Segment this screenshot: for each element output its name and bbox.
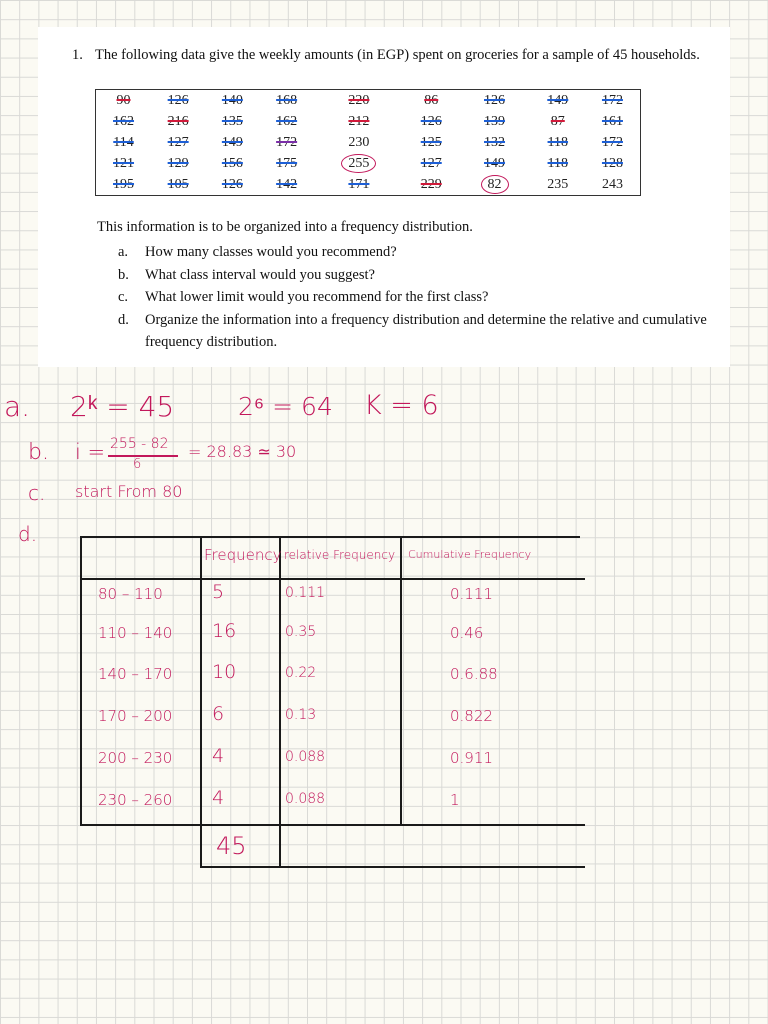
data-value: 142 [276,176,298,192]
data-cell [585,111,641,132]
data-value: 230 [348,134,370,150]
class-interval: 230 – 260 [98,791,173,809]
data-cell [314,174,404,196]
data-cell [96,153,152,174]
answer-b-i: i = [75,440,106,464]
cumulative-frequency-value: 0.46 [450,624,484,642]
data-cell [585,153,641,174]
class-interval: 80 – 110 [98,585,163,603]
data-table-body [96,90,641,196]
data-value: 128 [601,155,623,171]
part-d [118,309,718,354]
data-value: 126 [221,176,243,192]
data-cell [260,153,314,174]
answer-b-label: b. [28,440,49,465]
total-row-bottom [200,866,585,868]
data-cell [314,111,404,132]
part-text: Organize the information into a frequency distribution and determine the relative and cumulative frequency distribution. [145,311,707,350]
class-interval: 110 – 140 [98,624,173,642]
data-cell [531,132,585,153]
data-cell [205,90,259,112]
data-value: 127 [420,155,442,171]
class-interval: 140 – 170 [98,665,173,683]
data-value: 229 [420,176,442,192]
relative-frequency-value: 0.22 [285,665,317,681]
data-cell [260,90,314,112]
data-cell [458,111,530,132]
data-value: 162 [113,113,135,129]
frequency-value: 16 [212,620,237,642]
data-cell [260,111,314,132]
data-cell [458,174,530,196]
data-value: 161 [601,113,623,129]
data-value: 126 [420,113,442,129]
fraction-bar [108,455,178,457]
cumulative-frequency-value: 0.911 [450,749,493,767]
data-value: 172 [276,134,298,150]
data-cell [585,174,641,196]
data-value: 149 [547,92,569,108]
part-letter: a. [118,244,129,260]
data-value: 171 [348,176,370,192]
data-table [95,89,641,196]
header-relative-frequency: relative Frequency [284,548,396,562]
data-cell [531,174,585,196]
data-value: 118 [547,134,569,150]
data-value: 118 [547,155,569,171]
data-cell [404,153,458,174]
data-value: 243 [601,176,623,192]
data-value: 114 [113,134,134,150]
data-table-row [96,153,641,174]
data-value: 149 [484,155,506,171]
data-value: 235 [547,176,569,192]
data-value: 87 [550,113,565,129]
cumulative-frequency-value: 1 [450,791,460,809]
relative-frequency-value: 0.088 [285,791,326,807]
data-cell [585,90,641,112]
data-value: 126 [484,92,506,108]
data-value: 125 [420,134,442,150]
question-number: 1. [72,47,83,63]
answer-d-label: d. [18,522,38,546]
answer-a-equation: 2ᵏ = 45 [70,390,175,423]
data-value: 105 [167,176,189,192]
cumulative-frequency-value: 0.6.88 [450,665,498,683]
column-divider-1 [200,536,202,867]
data-cell [205,132,259,153]
data-table-row [96,111,641,132]
data-value: 212 [348,113,370,129]
data-cell [314,90,404,112]
part-b [118,264,718,287]
frequency-value: 6 [212,703,225,725]
data-cell [96,132,152,153]
frequency-value: 4 [212,745,225,767]
table-border-top [80,536,580,538]
part-letter: d. [118,311,129,328]
data-value: 172 [601,134,623,150]
data-value: 175 [276,155,298,171]
answer-c-label: c. [28,481,46,505]
data-value: 126 [167,92,189,108]
part-text: What class interval would you suggest? [145,266,375,283]
data-cell [151,132,205,153]
data-value: 220 [348,92,370,108]
answer-b-numerator: 255 - 82 [110,436,169,452]
data-cell [404,111,458,132]
data-value: 127 [167,134,189,150]
data-value: 140 [221,92,243,108]
data-cell [531,90,585,112]
part-text: How many classes would you recommend? [145,244,397,260]
column-divider-3 [400,536,402,826]
answer-c-text: start From 80 [75,482,183,501]
data-cell [260,174,314,196]
answer-a-power: 2⁶ = 64 [238,392,333,421]
data-cell [151,111,205,132]
data-cell [585,132,641,153]
relative-frequency-value: 0.088 [285,749,326,765]
circled-value: 82 [481,175,509,194]
frequency-value: 5 [212,581,225,603]
data-cell [151,153,205,174]
table-border-bottom [80,824,585,826]
data-value: 132 [484,134,506,150]
data-cell [458,132,530,153]
data-cell [151,174,205,196]
data-cell [404,132,458,153]
data-value: 195 [113,176,135,192]
part-c [118,286,718,309]
question-intro: This information is to be organized into a frequency distribution. [97,219,473,235]
class-interval: 170 – 200 [98,707,173,725]
data-value: 216 [167,113,189,129]
column-divider-2 [279,536,281,867]
data-cell [531,153,585,174]
data-cell [404,90,458,112]
header-cumulative-frequency: Cumulative Frequency [408,548,532,561]
part-a [118,241,718,264]
data-value: 149 [221,134,243,150]
header-frequency: Frequency [204,546,282,564]
data-table-row [96,132,641,153]
data-value: 90 [116,92,131,108]
data-cell [314,153,404,174]
question-parts [118,241,718,354]
data-cell [458,90,530,112]
data-value: 86 [424,92,439,108]
data-cell [96,90,152,112]
data-cell [205,174,259,196]
data-cell [96,174,152,196]
data-cell [205,111,259,132]
header-divider [80,578,585,580]
data-cell [205,153,259,174]
relative-frequency-value: 0.111 [285,585,326,601]
answer-b-denominator: 6 [133,457,142,472]
cumulative-frequency-value: 0.822 [450,707,493,725]
table-border-left [80,536,82,826]
data-cell [458,153,530,174]
data-value: 121 [113,155,135,171]
frequency-value: 4 [212,787,225,809]
data-cell [260,132,314,153]
circled-value: 255 [341,154,376,173]
data-value: 156 [221,155,243,171]
data-cell [531,111,585,132]
cumulative-frequency-value: 0.111 [450,585,493,603]
relative-frequency-value: 0.35 [285,624,317,640]
part-text: What lower limit would you recommend for the first class? [145,289,489,305]
data-table-row [96,174,641,196]
data-value: 139 [484,113,506,129]
answer-a-label: a. [4,390,31,423]
data-cell [96,111,152,132]
part-letter: b. [118,266,129,283]
data-value: 135 [221,113,243,129]
class-interval: 200 – 230 [98,749,173,767]
relative-frequency-value: 0.13 [285,707,317,723]
total-frequency: 45 [216,832,247,860]
frequency-value: 10 [212,661,237,683]
data-value: 162 [276,113,298,129]
data-value: 172 [601,92,623,108]
part-letter: c. [118,289,129,305]
data-cell [151,90,205,112]
question-card [38,27,730,367]
question-text: The following data give the weekly amounts (in EGP) spent on groceries for a sample of 45 households. [95,47,700,63]
data-cell [314,132,404,153]
data-cell [404,174,458,196]
answer-b-result: = 28.83 ≃ 30 [188,442,297,461]
answer-a-result: K = 6 [364,390,439,421]
data-value: 168 [276,92,298,108]
data-table-row [96,90,641,112]
data-value: 129 [167,155,189,171]
